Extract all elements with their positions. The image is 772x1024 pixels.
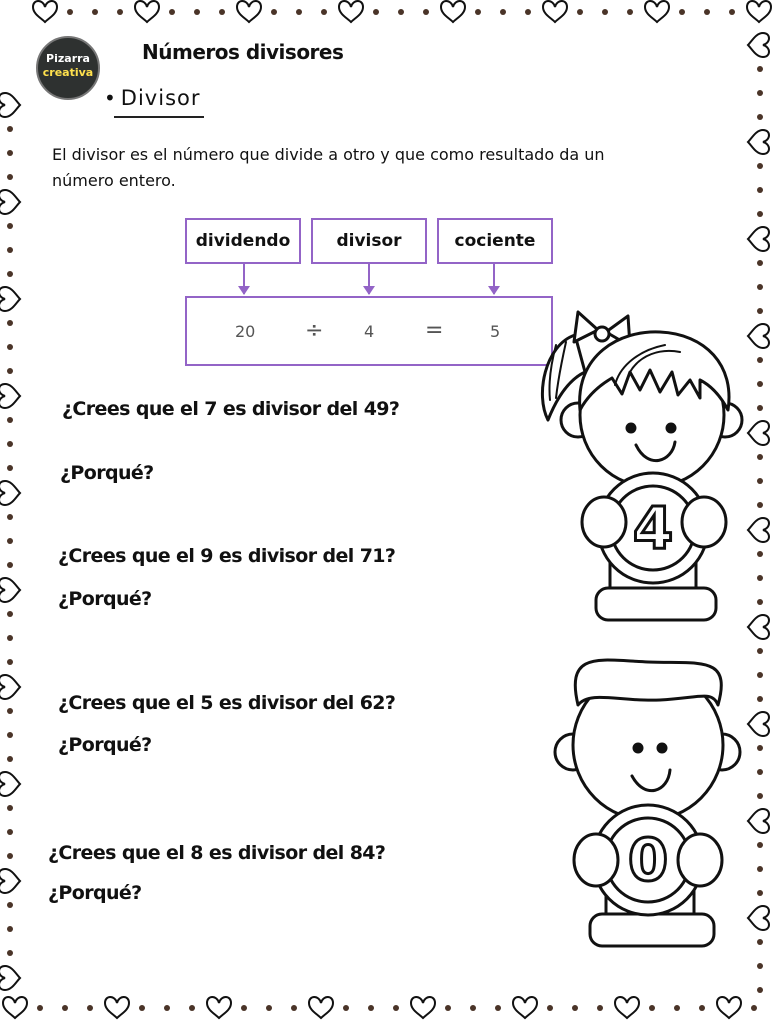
border-dot <box>602 9 608 15</box>
arrow-divisor <box>368 264 370 294</box>
border-dot <box>649 1005 655 1011</box>
border-heart-icon <box>0 287 20 311</box>
border-dot <box>291 1005 297 1011</box>
border-dot <box>757 66 763 72</box>
border-dot <box>757 90 763 96</box>
border-dot <box>757 260 763 266</box>
border-dot <box>368 1005 374 1011</box>
border-dot <box>729 9 735 15</box>
border-dot <box>7 902 13 908</box>
border-heart-icon <box>0 869 20 893</box>
border-dot <box>7 271 13 277</box>
border-dot <box>7 708 13 714</box>
label-box-cociente: cociente <box>437 218 553 264</box>
equation-dividend: 20 <box>235 322 256 341</box>
border-dot <box>169 9 175 15</box>
question-4-why: ¿Porqué? <box>48 882 142 904</box>
border-dot <box>266 1005 272 1011</box>
heading-underline <box>114 116 204 118</box>
question-2-why: ¿Porqué? <box>58 588 152 610</box>
border-dot <box>7 223 13 229</box>
arrow-dividendo <box>243 264 245 294</box>
border-dot <box>547 1005 553 1011</box>
border-heart-icon <box>0 481 20 505</box>
border-dot <box>7 441 13 447</box>
border-heart-icon <box>237 1 261 22</box>
border-dot <box>189 1005 195 1011</box>
border-dot <box>495 1005 501 1011</box>
border-dot <box>475 9 481 15</box>
border-heart-icon <box>0 966 20 990</box>
border-heart-icon <box>3 997 27 1018</box>
border-heart-icon <box>747 1 771 22</box>
border-dot <box>7 150 13 156</box>
girl-number: 4 <box>632 494 674 562</box>
question-4: ¿Crees que el 8 es divisor del 84? <box>48 842 386 864</box>
border-dot <box>139 1005 145 1011</box>
border-heart-icon <box>748 130 769 154</box>
border-dot <box>757 163 763 169</box>
border-dot <box>525 9 531 15</box>
border-dot <box>219 9 225 15</box>
border-heart-icon <box>135 1 159 22</box>
border-dot <box>296 9 302 15</box>
border-heart-icon <box>309 997 333 1018</box>
border-heart-icon <box>33 1 57 22</box>
border-dot <box>679 9 685 15</box>
border-heart-icon <box>748 33 769 57</box>
boy-illustration <box>555 660 740 946</box>
logo-line-1: Pizarra <box>46 52 90 65</box>
border-dot <box>7 538 13 544</box>
border-heart-icon <box>717 997 741 1018</box>
border-heart-icon <box>0 578 20 602</box>
border-dot <box>241 1005 247 1011</box>
question-1-why: ¿Porqué? <box>60 462 154 484</box>
border-dot <box>597 1005 603 1011</box>
border-heart-icon <box>0 675 20 699</box>
logo-line-2: creativa <box>42 66 94 79</box>
border-dot <box>67 9 73 15</box>
border-dot <box>757 987 763 993</box>
border-dot <box>92 9 98 15</box>
border-heart-icon <box>105 997 129 1018</box>
border-dot <box>7 368 13 374</box>
label-box-divisor: divisor <box>311 218 427 264</box>
border-dot <box>7 853 13 859</box>
question-2: ¿Crees que el 9 es divisor del 71? <box>58 545 396 567</box>
border-dot <box>7 417 13 423</box>
border-dot <box>7 465 13 471</box>
border-dot <box>7 732 13 738</box>
question-3: ¿Crees que el 5 es divisor del 62? <box>58 692 396 714</box>
border-dot <box>117 9 123 15</box>
border-dot <box>7 659 13 665</box>
border-dot <box>343 1005 349 1011</box>
question-3-why: ¿Porqué? <box>58 734 152 756</box>
boy-number: 0 <box>627 826 669 894</box>
border-heart-icon <box>615 997 639 1018</box>
border-dot <box>7 926 13 932</box>
border-dot <box>7 320 13 326</box>
border-dot <box>7 611 13 617</box>
border-heart-icon <box>748 227 769 251</box>
border-dot <box>7 126 13 132</box>
border-dot <box>321 9 327 15</box>
border-dot <box>757 187 763 193</box>
border-dot <box>37 1005 43 1011</box>
border-dot <box>445 1005 451 1011</box>
girl-illustration <box>542 312 742 620</box>
border-dot <box>194 9 200 15</box>
border-dot <box>62 1005 68 1011</box>
border-heart-icon <box>0 93 20 117</box>
equation-box <box>185 296 553 366</box>
equation-divisor: 4 <box>364 322 375 341</box>
border-dot <box>7 756 13 762</box>
question-1: ¿Crees que el 7 es divisor del 49? <box>62 398 400 420</box>
border-dot <box>470 1005 476 1011</box>
border-dot <box>393 1005 399 1011</box>
arrow-cociente <box>493 264 495 294</box>
border-dot <box>757 284 763 290</box>
equation-quotient: 5 <box>490 322 501 341</box>
border-dot <box>699 1005 705 1011</box>
border-heart-icon <box>0 384 20 408</box>
border-heart-icon <box>543 1 567 22</box>
border-heart-icon <box>411 997 435 1018</box>
bullet: • <box>104 86 116 110</box>
border-dot <box>373 9 379 15</box>
equals-sign: = <box>425 318 444 343</box>
border-dot <box>423 9 429 15</box>
section-heading-text: Divisor <box>120 86 201 110</box>
page-title: Números divisores <box>142 40 344 64</box>
border-dot <box>757 211 763 217</box>
border-dot <box>572 1005 578 1011</box>
border-heart-icon <box>339 1 363 22</box>
border-dot <box>7 829 13 835</box>
border-dot <box>757 114 763 120</box>
border-dot <box>164 1005 170 1011</box>
border-dot <box>7 635 13 641</box>
border-dot <box>751 1005 757 1011</box>
definition-text: El divisor es el número que divide a otro y que como resultado da un número entero. <box>52 145 605 190</box>
border-dot <box>7 950 13 956</box>
border-dot <box>7 344 13 350</box>
border-dot <box>627 9 633 15</box>
kids-illustration <box>520 300 772 970</box>
border-heart-icon <box>513 997 537 1018</box>
border-dot <box>7 514 13 520</box>
border-dot <box>704 9 710 15</box>
border-heart-icon <box>645 1 669 22</box>
border-heart-icon <box>207 997 231 1018</box>
label-box-dividendo: dividendo <box>185 218 301 264</box>
border-heart-icon <box>0 772 20 796</box>
border-dot <box>7 174 13 180</box>
border-dot <box>271 9 277 15</box>
border-heart-icon <box>441 1 465 22</box>
border-dot <box>87 1005 93 1011</box>
border-dot <box>500 9 506 15</box>
border-dot <box>7 805 13 811</box>
border-dot <box>577 9 583 15</box>
division-sign: ÷ <box>305 318 324 343</box>
border-dot <box>7 247 13 253</box>
section-heading <box>104 86 201 110</box>
border-dot <box>398 9 404 15</box>
border-heart-icon <box>0 190 20 214</box>
border-dot <box>7 562 13 568</box>
border-dot <box>674 1005 680 1011</box>
pizarra-creativa-logo <box>36 36 100 100</box>
